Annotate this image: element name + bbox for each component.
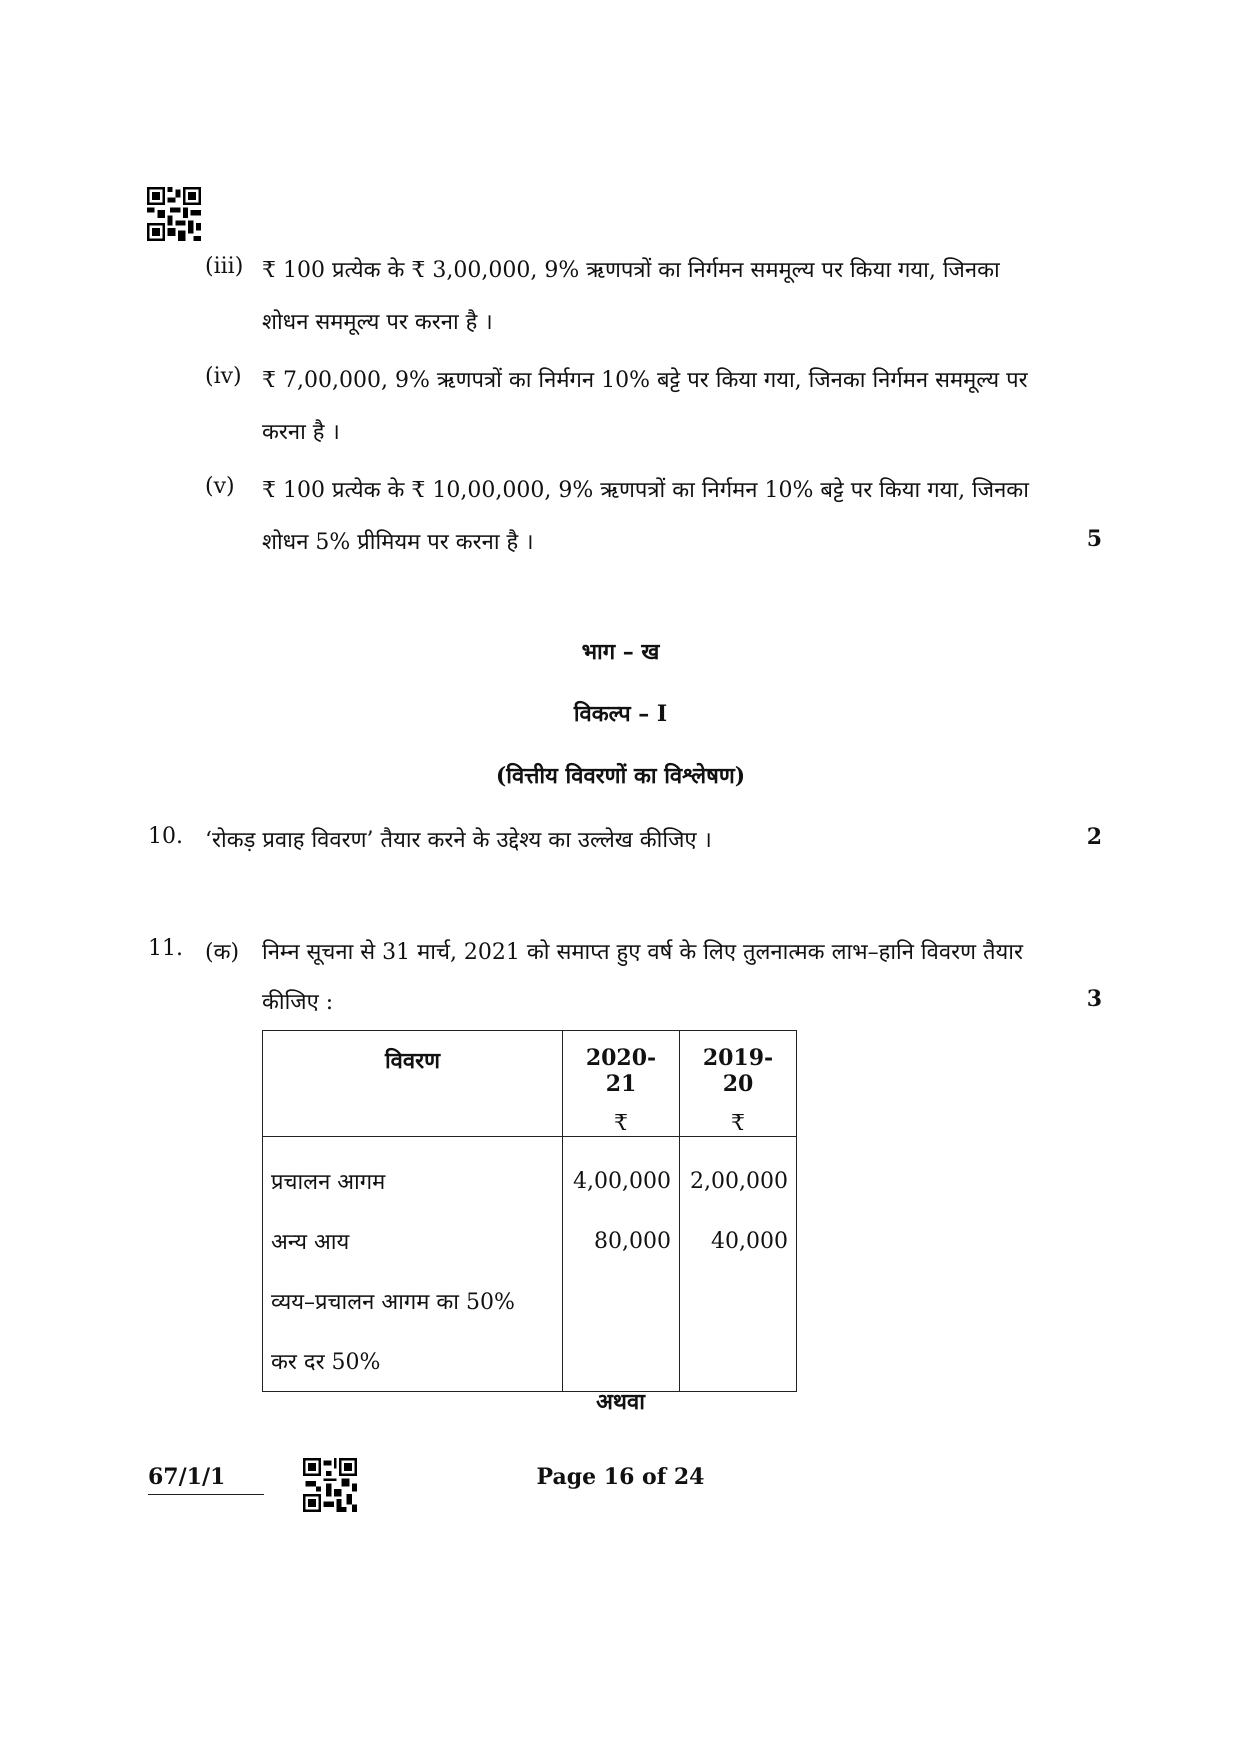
table-row bbox=[263, 1211, 797, 1271]
qr-code-icon bbox=[147, 187, 201, 241]
marks: 3 bbox=[1086, 986, 1102, 1012]
table-header-row bbox=[263, 1031, 797, 1137]
row-value bbox=[680, 1331, 797, 1392]
paper-code: 67/1/1 bbox=[148, 1464, 226, 1490]
item-number: (iv) bbox=[205, 364, 242, 389]
financial-table bbox=[262, 1030, 797, 1392]
question-text: कीजिए : bbox=[262, 990, 334, 1015]
row-label: व्यय–प्रचालन आगम का 50% bbox=[263, 1271, 563, 1331]
page-number: Page 16 of 24 bbox=[536, 1464, 705, 1490]
table-row bbox=[263, 1137, 797, 1212]
marks: 2 bbox=[1086, 824, 1102, 850]
row-value: 4,00,000 bbox=[563, 1137, 680, 1212]
item-text: शोधन सममूल्य पर करना है । bbox=[262, 310, 493, 335]
question-number: 11. bbox=[148, 936, 183, 961]
marks: 5 bbox=[1086, 526, 1102, 552]
table-row bbox=[263, 1271, 797, 1331]
item-text: ₹ 100 प्रत्येक के ₹ 3,00,000, 9% ऋणपत्रों का निर्गमन सममूल्य पर किया गया, जिनका bbox=[262, 258, 1000, 283]
item-number: (iii) bbox=[205, 254, 244, 279]
row-label: प्रचालन आगम bbox=[263, 1137, 563, 1212]
table-header-year bbox=[563, 1031, 680, 1137]
row-value bbox=[563, 1331, 680, 1392]
table-row bbox=[263, 1331, 797, 1392]
question-text: निम्न सूचना से 31 मार्च, 2021 को समाप्त हुए वर्ष के लिए तुलनात्मक लाभ–हानि विवरण तैयार bbox=[262, 940, 1023, 965]
section-option-heading: विकल्प – I bbox=[573, 701, 668, 727]
currency-symbol: ₹ bbox=[731, 1111, 745, 1136]
table-header-year bbox=[680, 1031, 797, 1137]
row-value: 40,000 bbox=[680, 1211, 797, 1271]
currency-symbol: ₹ bbox=[614, 1111, 628, 1136]
row-label: अन्य आय bbox=[263, 1211, 563, 1271]
question-number: 10. bbox=[148, 824, 183, 849]
row-label: कर दर 50% bbox=[263, 1331, 563, 1392]
year-label: 2020-21 bbox=[585, 1045, 657, 1097]
row-value bbox=[680, 1271, 797, 1331]
item-text: करना है । bbox=[262, 420, 340, 445]
item-text: शोधन 5% प्रीमियम पर करना है । bbox=[262, 530, 534, 555]
section-subtitle: (वित्तीय विवरणों का विश्लेषण) bbox=[495, 763, 746, 789]
row-value: 2,00,000 bbox=[680, 1137, 797, 1212]
or-label: अथवा bbox=[596, 1389, 645, 1415]
table-header-particulars: विवरण bbox=[263, 1031, 563, 1137]
section-part-heading: भाग – ख bbox=[581, 639, 660, 665]
year-label: 2019-20 bbox=[702, 1045, 774, 1097]
item-text: ₹ 7,00,000, 9% ऋणपत्रों का निर्मगन 10% बट्टे पर किया गया, जिनका निर्गमन सममूल्य पर bbox=[262, 368, 1028, 393]
question-text: ‘रोकड़ प्रवाह विवरण’ तैयार करने के उद्देश्य का उल्लेख कीजिए । bbox=[205, 828, 712, 853]
item-number: (v) bbox=[205, 474, 235, 499]
question-part: (क) bbox=[205, 940, 240, 965]
row-value: 80,000 bbox=[563, 1211, 680, 1271]
row-value bbox=[563, 1271, 680, 1331]
item-text: ₹ 100 प्रत्येक के ₹ 10,00,000, 9% ऋणपत्रों का निर्गमन 10% बट्टे पर किया गया, जिनका bbox=[262, 478, 1029, 503]
footer-underline bbox=[148, 1494, 264, 1495]
